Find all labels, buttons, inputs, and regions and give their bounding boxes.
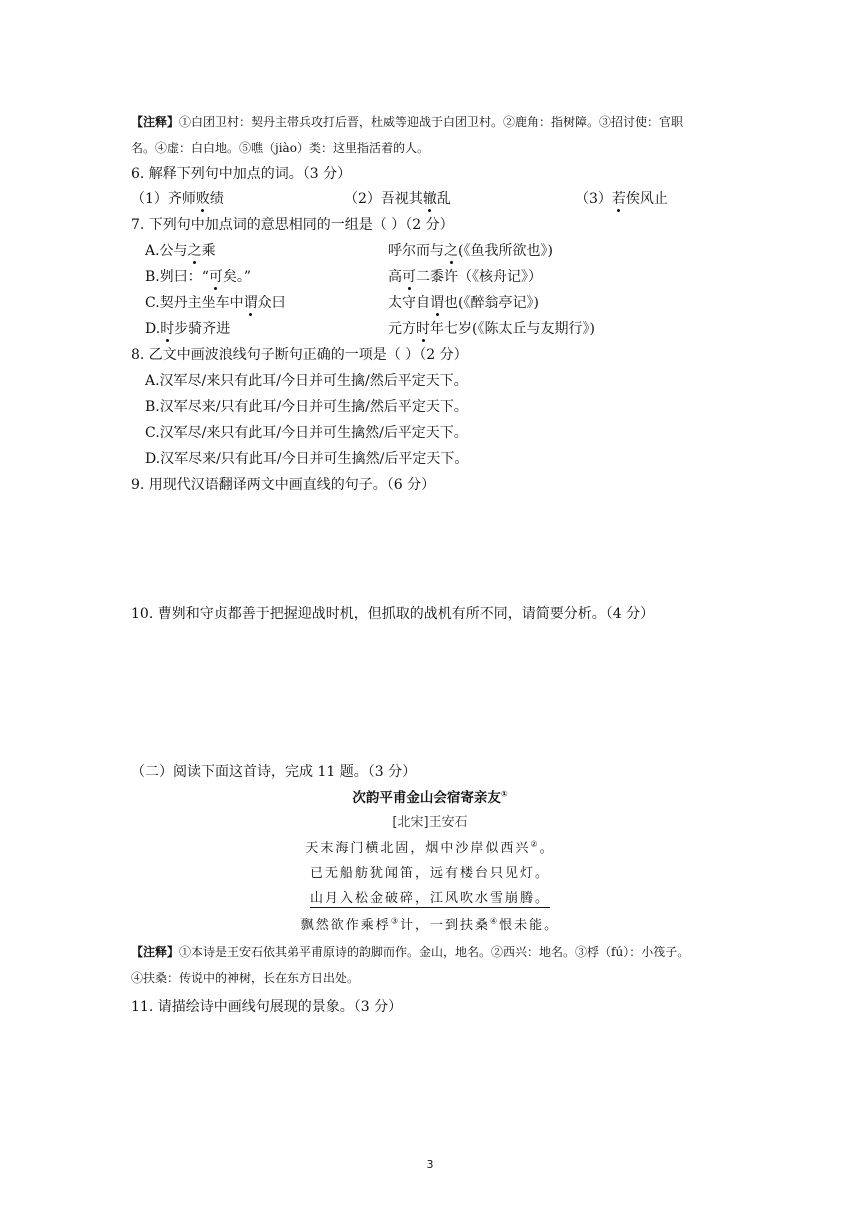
question-9-stem: 9. 用现代汉语翻译两文中画直线的句子。（6 分） — [131, 477, 436, 493]
poem-title: 次韵平甫金山会宿寄亲友① — [352, 789, 508, 806]
poem-author: [北宋]王安石 — [392, 815, 468, 830]
q6-option-3: （3）若俟风止 — [575, 188, 668, 208]
poem-line-3-underlined: 山月入松金破碎，江风吹水雪崩腾。 — [309, 891, 550, 906]
q7-row-b-right: 高可二黍许（《核舟记》） — [388, 266, 542, 286]
q7-row-d-left: D.时步骑齐进 — [145, 318, 230, 338]
note-label: 【注释】 — [131, 945, 180, 959]
q7-row-c-right: 太守自谓也(《醉翁亭记》) — [388, 292, 539, 312]
q7-row-a-right: 呼尔而与之(《鱼我所欲也》) — [388, 240, 553, 260]
question-10-stem: 10. 曹刿和守贞都善于把握迎战时机，但抓取的战机有所不同，请简要分析。（4 分） — [131, 606, 655, 622]
q7-row-b-left: B.刿曰：“可矣。” — [145, 266, 251, 286]
section-2-heading: （二）阅读下面这首诗，完成 11 题。（3 分） — [131, 764, 417, 780]
note-label: 【注释】 — [131, 115, 180, 129]
question-6-stem: 6. 解释下列句中加点的词。（3 分） — [131, 166, 352, 182]
question-11-stem: 11. 请描绘诗中画线句展现的景象。（3 分） — [131, 999, 403, 1015]
poem-line-4: 飘然欲作乘桴③计，一到扶桑④恨未能。 — [300, 916, 560, 933]
page-number: 3 — [426, 1158, 434, 1171]
note-1-line-1: 【注释】①白团卫村：契丹主帯兵攻打后晋，杜威等迎战于白团卫村。②鹿角：指树障。③招讨使：官职 — [131, 115, 684, 129]
poem-line-1: 天末海门横北固，烟中沙岸似西兴②。 — [305, 839, 555, 856]
poem-line-2: 已无船舫犹闻笛，远有楼台只见灯。 — [309, 866, 550, 881]
q6-option-1: （1）齐师败绩 — [131, 188, 224, 208]
note-2-line-1: 【注释】①本诗是王安石依其弟平甫原诗的韵脚而作。金山，地名。②西兴：地名。③桴（fú）：小筏子。 — [131, 945, 690, 959]
q8-option-b: B.汉军尽来/只有此耳/今日并可生擒/然后平定天下。 — [145, 399, 468, 415]
note-2-line-2: ④扶桑：传说中的神树，长在东方日出处。 — [131, 971, 360, 985]
q8-option-c: C.汉军尽/来只有此耳/今日并可生擒然/后平定天下。 — [145, 425, 468, 441]
q8-option-a: A.汉军尽/来只有此耳/今日并可生擒/然后平定天下。 — [145, 373, 468, 389]
q7-row-d-right: 元方时年七岁(《陈太丘与友期行》) — [388, 318, 595, 338]
q6-option-2: （2）吾视其辙乱 — [344, 188, 451, 208]
question-7-stem: 7. 下列句中加点词的意思相同的一组是（ ）（2 分） — [131, 217, 454, 233]
note-1-line-2: 名。④虚：白白地。⑤噍（jiào）类：这里指活着的人。 — [131, 141, 429, 155]
q8-option-d: D.汉军尽来/只有此耳/今日并可生擒然/后平定天下。 — [145, 451, 469, 467]
q7-row-c-left: C.契丹主坐车中谓众曰 — [145, 292, 286, 312]
question-8-stem: 8. 乙文中画波浪线句子断句正确的一项是（ ）（2 分） — [131, 347, 468, 363]
q7-row-a-left: A.公与之乘 — [145, 240, 216, 260]
